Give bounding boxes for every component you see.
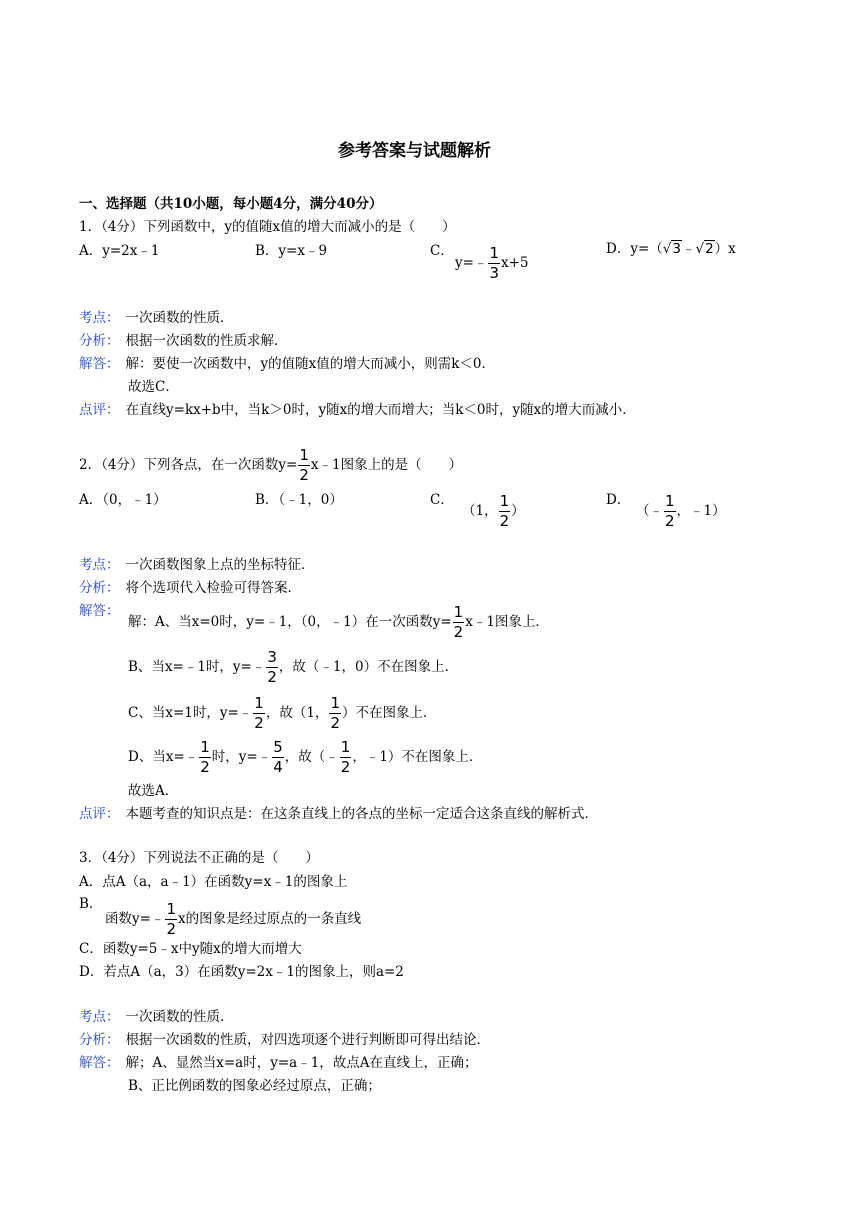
fraction: $\frac{1}{2}$ [499,492,510,530]
q1-stem: 1．（4分）下列函数中，y的值随x值的增大而减小的是（ ） [79,219,456,235]
q2-kaodian: 考点： 一次函数图象上点的坐标特征． [79,557,315,573]
fraction: $\frac{1}{2}$ [330,694,340,732]
q3-stem: 3．（4分）下列说法不正确的是（ ） [79,850,319,866]
q3-option-a: A．点A（a，a﹣1）在函数y=x﹣1的图象上 [79,874,348,890]
q2-jieda-label: 解答： [79,603,120,619]
q3-option-b-label: B． [79,896,103,912]
q2-jieda-d: D、当x=﹣ $\frac{1}{2}$ 时，y=﹣ $\frac{5}{4}$ ，故（﹣ $\frac{1}{2}$ ，﹣1）不在图象上． [128,738,483,776]
q1-kaodian: 考点： 一次函数的性质． [79,310,234,326]
fraction: $\frac{1}{2}$ [299,446,309,484]
q1-option-b: B．y=x﹣9 [255,243,328,259]
q3-option-c: C．函数y=5﹣x中y随x的增大而增大 [79,941,302,957]
q2-option-c-label: C． [430,492,454,508]
fraction: $\frac{1}{2}$ [200,738,210,776]
q1-c-post: x+5 [501,255,529,271]
q1-option-c [455,246,529,281]
q1-c-pre: y=﹣ [455,255,488,271]
q1-jieda-choice: 故选C． [128,379,179,395]
q1-dianping: 点评： 在直线y=kx+b中，当k＞0时，y随x的增大而增大；当k＜0时，y随x的增大而减小． [79,402,636,418]
q2-option-c: （1， $\frac{1}{2}$ ） [462,492,525,530]
q3-jieda: 解答： 解；A、显然当x=a时，y=a﹣1，故点A在直线上，正确； [79,1055,478,1071]
q2-option-d: （﹣ $\frac{1}{2}$ ，﹣1） [636,492,726,530]
q1-jieda: 解答： 解：要使一次函数中，y的值随x值的增大而减小，则需k＜0． [79,356,496,372]
q1-option-c-label: C． [430,243,454,259]
q3-kaodian: 考点： 一次函数的性质． [79,1009,234,1025]
q3-option-d: D．若点A（a，3）在函数y=2x﹣1的图象上，则a=2 [79,964,404,980]
q2-stem: 2．（4分）下列各点，在一次函数y= $\frac{1}{2}$ x﹣1图象上的是（ ） [79,446,463,484]
fraction: $\frac{3}{2}$ [267,648,277,686]
page-title: 参考答案与试题解析 [338,141,491,161]
q2-jieda-choice: 故选A． [128,783,179,799]
q3-fenxi: 分析： 根据一次函数的性质，对四选项逐个进行判断即可得出结论． [79,1032,490,1048]
q2-jieda-a: 解：A、当x=0时，y=﹣1，（0，﹣1）在一次函数y= $\frac{1}{2}$ x﹣1图象上． [128,603,549,641]
fraction: $\frac{1}{2}$ [340,738,351,776]
q2-option-b: B．（﹣1，0） [255,492,343,508]
fraction: $\frac{1}{2}$ [254,694,264,732]
fraction: $\frac{1}{2}$ [453,603,464,641]
q1-fenxi: 分析： 根据一次函数的性质求解． [79,333,288,349]
q1-option-d: D．y=（√3﹣√2）x [606,241,736,257]
q1-option-a: A．y=2x﹣1 [79,243,160,259]
q2-dianping: 点评： 本题考查的知识点是：在这条直线上的各点的坐标一定适合这条直线的解析式． [79,806,598,822]
q3-jieda-b: B、正比例函数的图象必经过原点，正确； [128,1078,381,1094]
q3-option-b: 函数y=﹣ $\frac{1}{2}$ x的图象是经过原点的一条直线 [105,900,362,938]
q2-fenxi: 分析： 将个选项代入检验可得答案． [79,580,301,596]
q2-option-a: A．（0，﹣1） [79,492,167,508]
sqrt-icon: √3 [662,241,681,257]
q2-option-d-label: D． [606,492,631,508]
fraction: $\frac{1}{2}$ [665,492,675,530]
q2-jieda-b: B、当x=﹣1时，y=﹣ $\frac{3}{2}$ ，故（﹣1，0）不在图象上． [128,648,459,686]
q2-jieda-c: C、当x=1时，y=﹣ $\frac{1}{2}$ ，故（1， $\frac{1}{2}$ ）不在图象上． [128,694,437,732]
section-heading: 一、选择题（共10小题，每小题4分，满分40分） [79,196,383,212]
fraction: $\frac{1}{3}$ [489,244,499,282]
fraction: $\frac{5}{4}$ [273,738,283,776]
fraction: $\frac{1}{2}$ [166,900,176,938]
sqrt-icon: √2 [695,241,714,257]
